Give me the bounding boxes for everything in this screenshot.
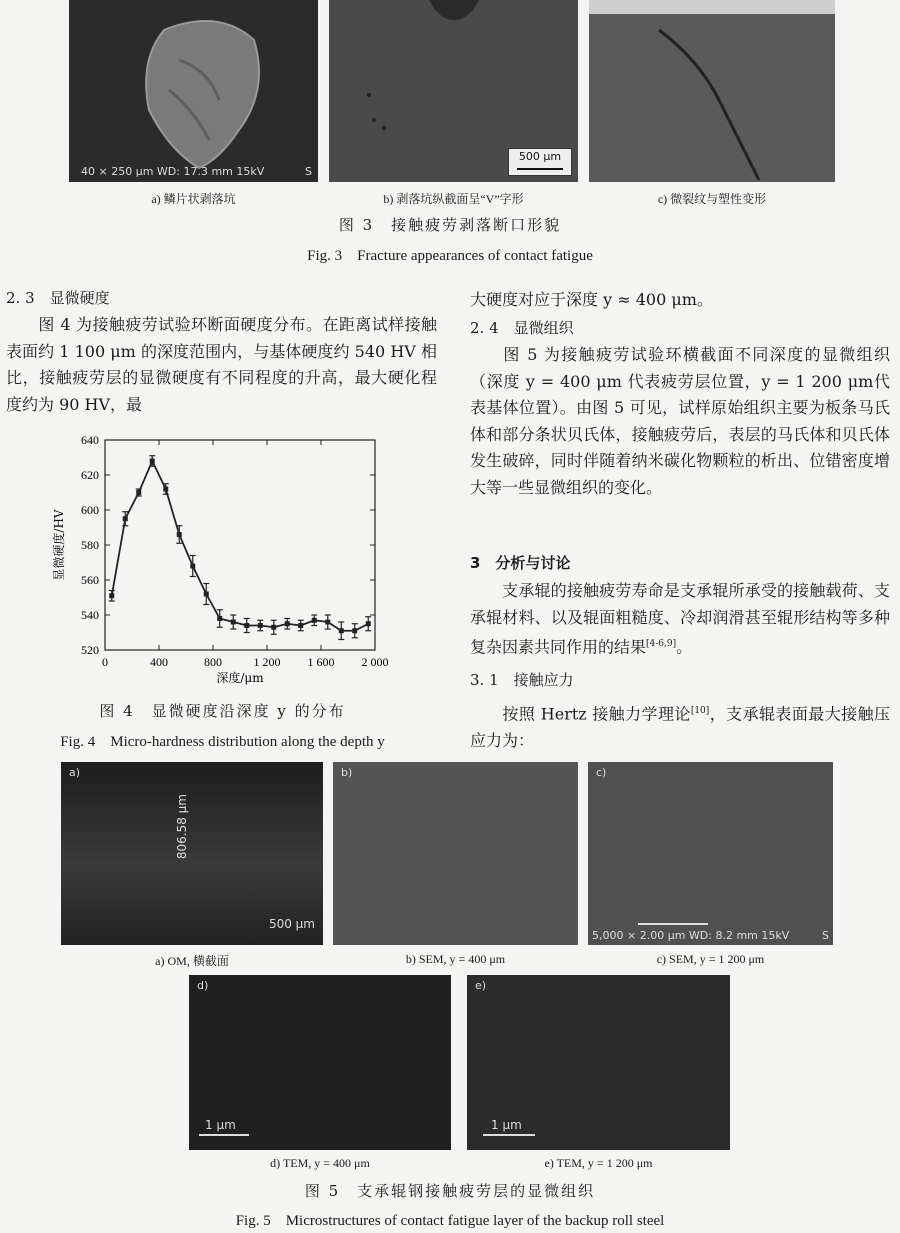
y-tick-label: 560 (81, 573, 99, 587)
scale-label: 1 μm (205, 1118, 236, 1132)
fig5-caption-a: a) OM, 横截面 (155, 954, 229, 968)
fig5-caption-c: c) SEM, y = 1 200 μm (656, 952, 765, 966)
x-tick-label: 1 600 (307, 655, 335, 669)
y-tick-label: 580 (81, 538, 99, 552)
data-point (258, 623, 263, 628)
fig5-caption-b: b) SEM, y = 400 μm (405, 952, 506, 966)
y-tick-label: 540 (81, 608, 99, 622)
scale-label: 1 μm (491, 1118, 522, 1132)
fig3-caption-b: b) 剥落坑纵截面呈“V”字形 (383, 192, 524, 206)
scale-box (508, 148, 572, 176)
data-point (217, 616, 222, 621)
fig3-panel-c-image (589, 0, 835, 182)
data-point (150, 459, 155, 464)
data-point (190, 564, 195, 569)
fig3-panel-a-image (69, 0, 318, 182)
scale-label: 500 μm (518, 150, 562, 163)
section-3-heading: 3 分析与讨论 (470, 554, 571, 572)
data-point (271, 625, 276, 630)
fig5-panel-a-image (61, 762, 323, 945)
micro-crack-shape (589, 0, 835, 182)
panel-label: d) (197, 979, 209, 992)
y-tick-label: 520 (81, 643, 99, 657)
fig3-caption-c: c) 微裂纹与塑性变形 (657, 192, 767, 206)
data-point (352, 628, 357, 633)
data-point (339, 628, 344, 633)
data-point (366, 621, 371, 626)
section-3-1-paragraph (470, 698, 890, 754)
section-3-text-end: 。 (676, 637, 693, 657)
fig5-caption-d: d) TEM, y = 400 μm (270, 1156, 370, 1170)
data-point (109, 593, 114, 598)
y-tick-label: 640 (81, 433, 99, 447)
fig3-panel-b-image (329, 0, 578, 182)
fig4-chart (30, 430, 390, 695)
x-tick-label: 2 000 (361, 655, 389, 669)
data-point (177, 532, 182, 537)
data-point (298, 623, 303, 628)
x-tick-label: 400 (150, 655, 168, 669)
citation: [4-6,9] (646, 639, 677, 649)
scale-bar (638, 923, 708, 925)
section-2-4-heading: 2. 4 显微组织 (470, 319, 574, 337)
sem-info: 5,000 × 2.00 μm WD: 8.2 mm 15kV (592, 929, 790, 942)
y-tick-label: 620 (81, 468, 99, 482)
fig5-panel-b-image (333, 762, 578, 945)
data-point (136, 490, 141, 495)
fig5-panel-e-image (467, 975, 730, 1150)
scale-label: 500 μm (268, 917, 315, 931)
section-3-text: 支承辊的接触疲劳寿命是支承辊所承受的接触载荷、支承辊材料、以及辊面粗糙度、冷却润滑甚至辊形结构等多种复杂因素共同作用的结果 (470, 581, 890, 657)
data-point (285, 621, 290, 626)
x-axis-label: 深度/μm (216, 671, 264, 685)
fig5-title-en: Fig. 5 Microstructures of contact fatigue layer of the backup roll steel (235, 1213, 665, 1229)
sem-info-s: S (822, 929, 829, 942)
x-tick-label: 0 (102, 655, 108, 669)
data-point (163, 487, 168, 492)
scale-bar (517, 168, 563, 170)
section-2-4-text: 图 5 为接触疲劳试验环横截面不同深度的显微组织（深度 y = 400 μm 代表疲劳层位置，y = 1 200 μm代表基体位置）。由图 5 可见，试样原始组织主要为板条马氏体和部分条状贝氏体，接触疲劳后，表层的马氏体和贝氏体发生破碎，同时伴随着纳米碳化物颗粒的析出、位错密度增大等一些显微组织的变化。 (470, 345, 890, 497)
sem-info-s: S (305, 165, 312, 178)
section-3-1-text-b: ，支承辊表面最大接触压应力为： (470, 704, 890, 750)
data-point (231, 620, 236, 625)
hardness-line (112, 461, 369, 631)
panel-label: e) (475, 979, 487, 992)
x-tick-label: 1 200 (253, 655, 281, 669)
y-axis-label: 显微硬度/HV (52, 509, 66, 581)
fig4-title-en: Fig. 4 Micro-hardness distribution along the depth y (60, 734, 385, 750)
y-tick-label: 600 (81, 503, 99, 517)
right-cont: 大硬度对应于深度 y ≈ 400 μm。 (470, 290, 713, 309)
section-3-paragraph (470, 578, 890, 661)
fig3-title-cn: 图 3 接触疲劳剥落断口形貌 (338, 216, 562, 234)
panel-label: c) (596, 766, 607, 779)
section-2-4-paragraph (470, 342, 890, 501)
fig5-panel-c-image (588, 762, 833, 945)
panel-label: b) (341, 766, 353, 779)
data-point (244, 623, 249, 628)
section-3-1-heading: 3. 1 接触应力 (470, 671, 574, 689)
x-tick-label: 800 (204, 655, 222, 669)
scale-bar (199, 1134, 249, 1136)
data-point (204, 592, 209, 597)
section-2-3-paragraph (6, 312, 437, 418)
fig3-title-en: Fig. 3 Fracture appearances of contact fatigue (307, 248, 593, 264)
depth-vertical-label: 806.58 μm (175, 794, 189, 860)
data-point (312, 618, 317, 623)
data-point (123, 516, 128, 521)
fig5-title-cn: 图 5 支承辊钢接触疲劳层的显微组织 (304, 1182, 596, 1200)
citation: [10] (690, 706, 710, 716)
panel-label: a) (69, 766, 81, 779)
section-2-3-text: 图 4 为接触疲劳试验环断面硬度分布。在距离试样接触表面约 1 100 μm 的深度范围内，与基体硬度约 540 HV 相比，接触疲劳层的显微硬度有不同程度的升高，最大硬化程度约为 90 HV，最 (6, 315, 437, 414)
data-point (325, 620, 330, 625)
plot-frame (105, 440, 375, 650)
fig5-caption-e: e) TEM, y = 1 200 μm (544, 1156, 653, 1170)
fig3-caption-a: a) 鳞片状剥落坑 (151, 192, 236, 206)
scale-bar (483, 1134, 535, 1136)
fig5-panel-d-image (189, 975, 451, 1150)
fig4-title-cn: 图 4 显微硬度沿深度 y 的分布 (99, 702, 346, 720)
sem-info: 40 × 250 μm WD: 17.3 mm 15kV (81, 165, 265, 178)
section-2-3-heading: 2. 3 显微硬度 (6, 289, 110, 307)
section-3-1-text-a: 按照 Hertz 接触力学理论 (502, 704, 691, 724)
spall-pit-shape (69, 0, 318, 182)
